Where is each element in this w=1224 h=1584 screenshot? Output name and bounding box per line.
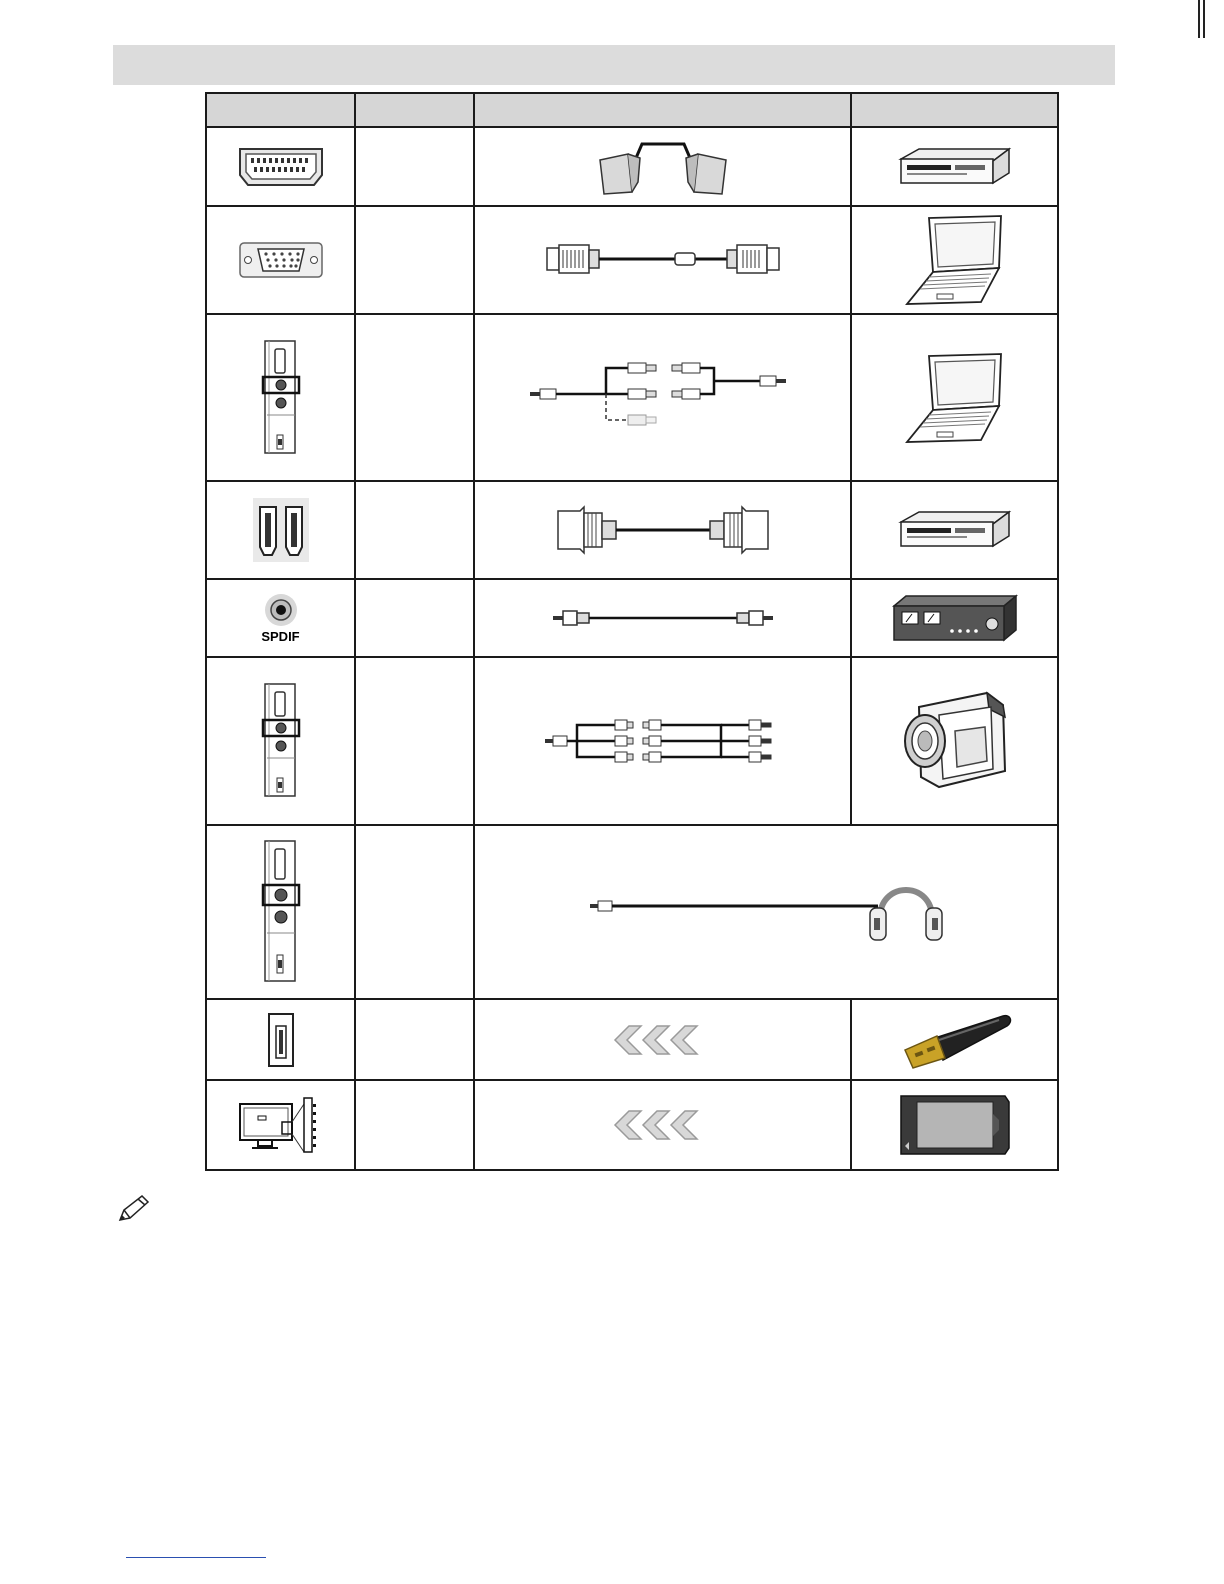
side-av-panel-icon xyxy=(261,682,301,800)
top-tick xyxy=(1198,0,1200,38)
header-cables xyxy=(474,93,851,127)
type-cell xyxy=(355,579,474,657)
table-row xyxy=(206,657,1058,825)
side-av-panel-icon xyxy=(261,339,301,457)
ci-card-icon xyxy=(899,1094,1011,1156)
connection-table xyxy=(205,92,1059,1171)
table-row xyxy=(206,481,1058,579)
page-top-marks xyxy=(0,0,1224,40)
headphones-icon xyxy=(870,890,942,940)
table-row xyxy=(206,314,1058,481)
port-cell xyxy=(206,314,355,481)
port-cell xyxy=(206,657,355,825)
port-cell xyxy=(206,999,355,1080)
insert-arrows-icon xyxy=(613,1109,713,1141)
port-cell xyxy=(206,579,355,657)
laptop-icon xyxy=(903,352,1007,444)
table-row xyxy=(206,579,1058,657)
header-connector xyxy=(206,93,355,127)
table-row xyxy=(206,999,1058,1080)
port-cell xyxy=(206,127,355,206)
device-cell xyxy=(851,127,1058,206)
headphone-cable-icon xyxy=(588,874,944,950)
device-cell xyxy=(851,314,1058,481)
hdmi-ports-icon xyxy=(252,497,310,563)
tv-side-ci-slot-icon xyxy=(238,1094,324,1156)
device-cell xyxy=(851,481,1058,579)
type-cell xyxy=(355,481,474,579)
header-device xyxy=(851,93,1058,127)
device-cell xyxy=(851,657,1058,825)
device-cell xyxy=(851,1080,1058,1170)
table-header-row xyxy=(206,93,1058,127)
port-cell xyxy=(206,825,355,999)
footer-link-underline xyxy=(126,1557,266,1558)
type-cell xyxy=(355,314,474,481)
table-row xyxy=(206,206,1058,314)
port-cell xyxy=(206,481,355,579)
cable-cell xyxy=(474,999,851,1080)
port-cell xyxy=(206,206,355,314)
type-cell xyxy=(355,825,474,999)
hdmi-cable-icon xyxy=(556,503,770,557)
top-tick xyxy=(1203,0,1205,38)
spdif-jack-icon xyxy=(262,593,300,627)
amplifier-icon xyxy=(892,594,1018,642)
vga-connector-icon xyxy=(238,241,324,279)
scart-cable-icon xyxy=(598,138,728,196)
table-row xyxy=(206,1080,1058,1170)
device-cell xyxy=(851,579,1058,657)
table-row xyxy=(206,127,1058,206)
laptop-icon xyxy=(903,214,1007,306)
vcr-icon xyxy=(897,147,1013,187)
type-cell xyxy=(355,127,474,206)
cable-cell xyxy=(474,657,851,825)
coaxial-cable-icon xyxy=(551,607,775,629)
spdif-label: SPDIF xyxy=(261,628,300,644)
cable-cell xyxy=(474,314,851,481)
cable-cell xyxy=(474,206,851,314)
vga-cable-icon xyxy=(545,240,781,280)
type-cell xyxy=(355,657,474,825)
cable-cell xyxy=(474,127,851,206)
camcorder-icon xyxy=(899,687,1011,795)
usb-port-icon xyxy=(267,1012,295,1068)
header-type xyxy=(355,93,474,127)
type-cell xyxy=(355,1080,474,1170)
scart-connector-icon xyxy=(236,145,326,189)
cable-cell xyxy=(474,481,851,579)
type-cell xyxy=(355,206,474,314)
type-cell xyxy=(355,999,474,1080)
device-cell xyxy=(851,206,1058,314)
usb-stick-icon xyxy=(895,1010,1015,1070)
cable-cell xyxy=(474,1080,851,1170)
insert-arrows-icon xyxy=(613,1024,713,1056)
port-cell xyxy=(206,1080,355,1170)
pencil-note-icon xyxy=(116,1194,150,1224)
section-title-band xyxy=(113,45,1115,85)
pc-audio-cable-icon xyxy=(528,362,798,434)
av-cable-icon xyxy=(543,717,783,765)
side-av-panel-icon xyxy=(261,839,301,985)
cable-cell xyxy=(474,825,1058,999)
dvd-player-icon xyxy=(897,510,1013,550)
device-cell xyxy=(851,999,1058,1080)
cable-cell xyxy=(474,579,851,657)
table-row xyxy=(206,825,1058,999)
